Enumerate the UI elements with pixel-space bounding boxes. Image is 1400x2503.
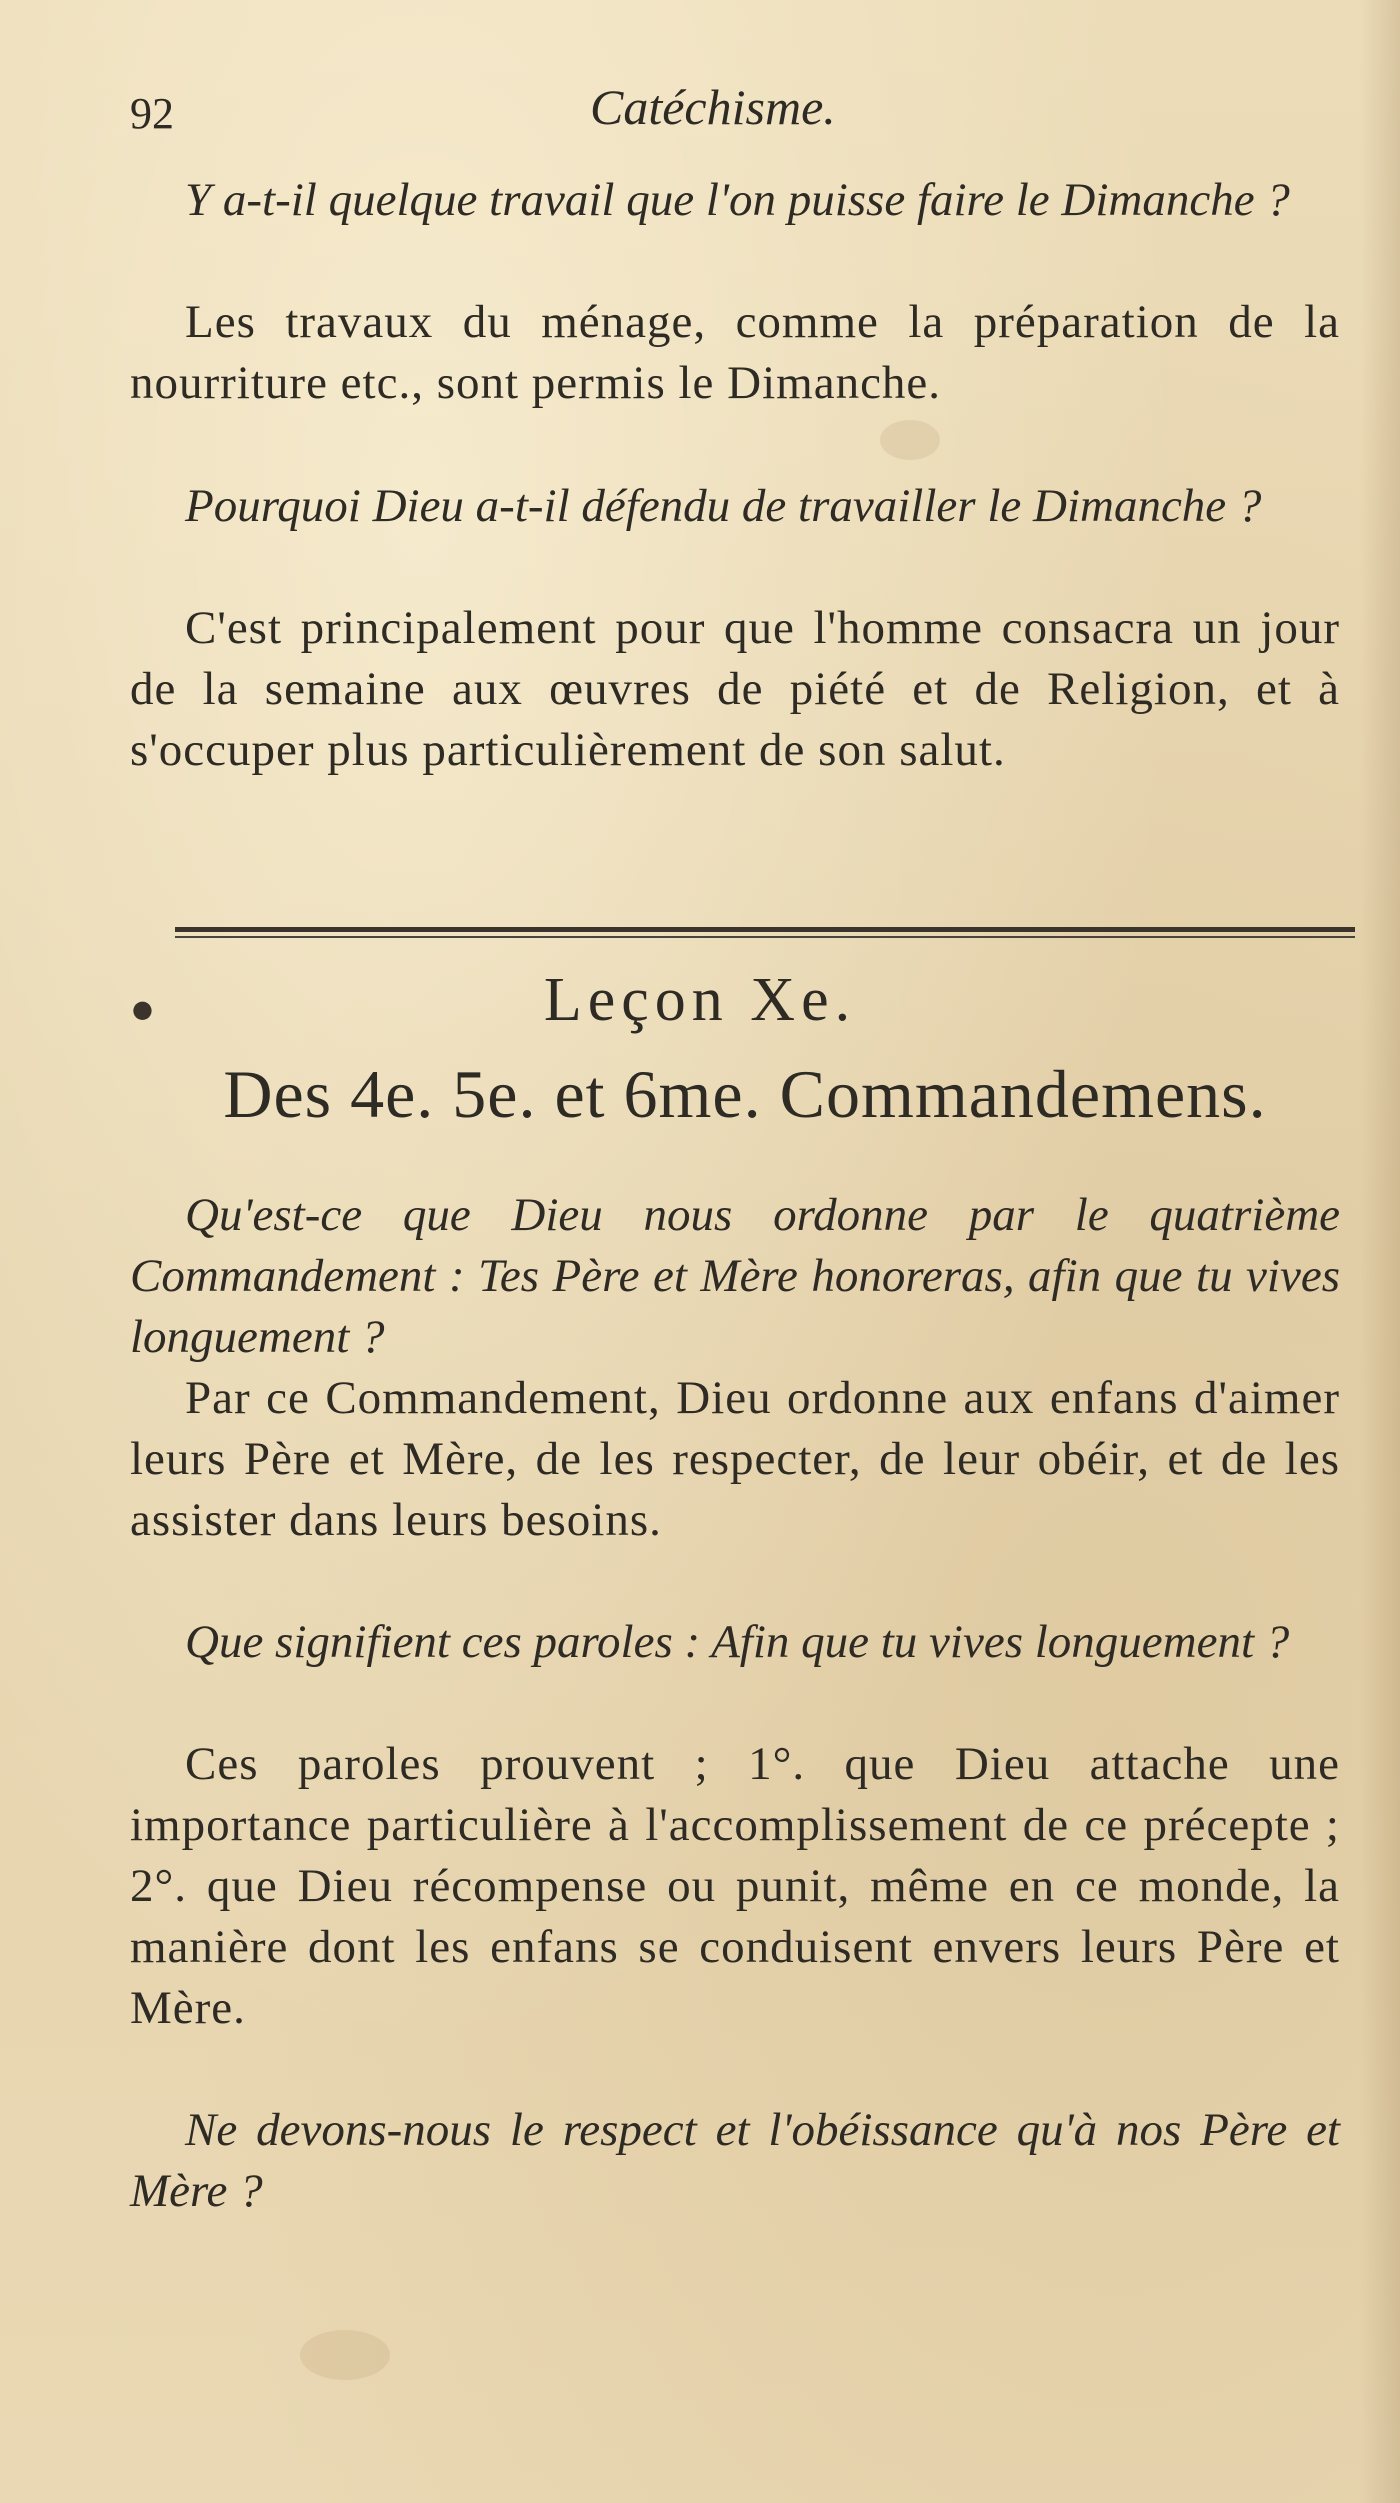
page-number: 92 (130, 89, 174, 138)
answer-paragraph: C'est principalement pour que l'homme consacra un jour de la semaine aux œuvres de piété et de Religion, et à s'occuper plus particulièrement de son salut. (130, 602, 1340, 776)
page-header (130, 78, 1310, 148)
question-paragraph: Y a-t-il quelque travail que l'on puisse faire le Dimanche ? (185, 174, 1290, 226)
answer-paragraph: Les travaux du ménage, comme la préparation de la nourriture etc., sont permis le Dimanche. (130, 296, 1340, 409)
question-paragraph: Pourquoi Dieu a-t-il défendu de travailler le Dimanche ? (185, 480, 1262, 532)
section-divider-rule (175, 925, 1355, 943)
paper-stain (880, 420, 940, 460)
lesson-subtitle: Des 4e. 5e. et 6me. Commandemens. (223, 1056, 1267, 1132)
question-paragraph: Qu'est-ce que Dieu nous ordonne par le quatrième Commandement : Tes Père et Mère honoreras, afin que tu vives longuement ? (130, 1189, 1340, 1363)
page-edge-shadow (1360, 0, 1400, 2503)
answer-paragraph: Ces paroles prouvent ; 1°. que Dieu attache une importance particulière à l'accomplissement de ce précepte ; 2°. que Dieu récompense ou punit, même en ce monde, la manière dont les enfans se conduisent envers leurs Père et Mère. (130, 1738, 1340, 2034)
question-paragraph: Ne devons-nous le respect et l'obéissance qu'à nos Père et Mère ? (130, 2104, 1340, 2217)
ornament-bullet: ● (132, 995, 153, 1023)
question-paragraph: Que signifient ces paroles : Afin que tu vives longuement ? (185, 1616, 1290, 1668)
paper-stain (300, 2330, 390, 2380)
answer-paragraph: Par ce Commandement, Dieu ordonne aux enfans d'aimer leurs Père et Mère, de les respecter, de leur obéir, et de les assister dans leurs besoins. (130, 1372, 1340, 1546)
running-title: Catéchisme. (590, 79, 836, 135)
lesson-title: Leçon Xe. (543, 966, 857, 1034)
